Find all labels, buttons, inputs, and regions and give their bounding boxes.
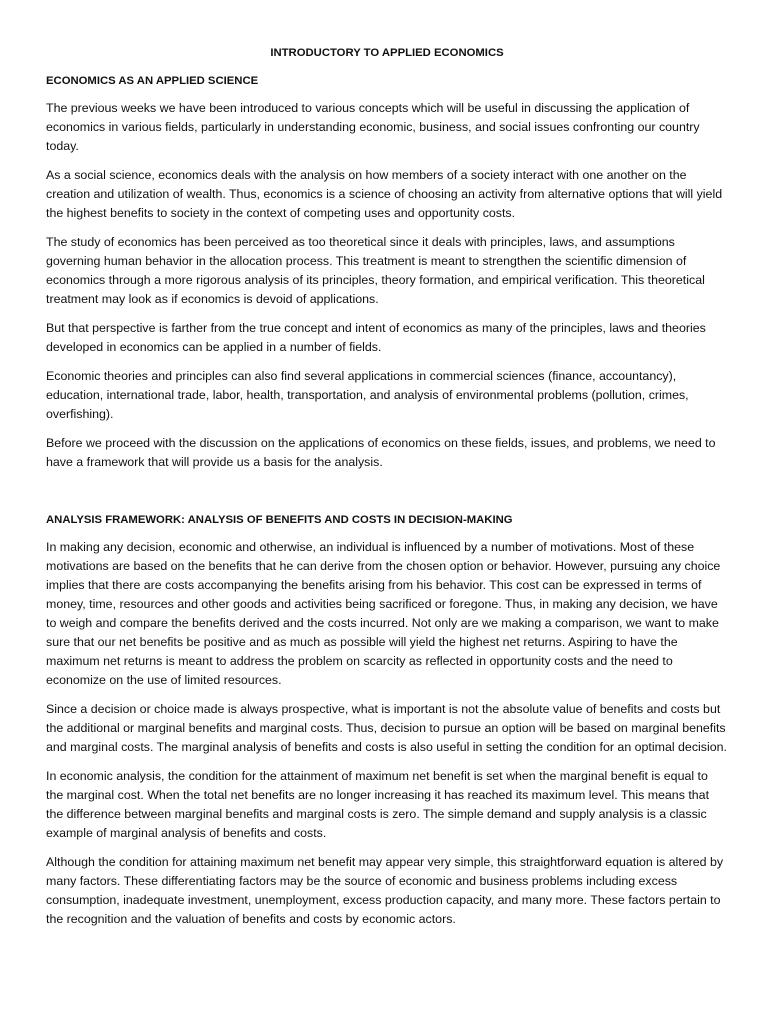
paragraph: In economic analysis, the condition for the attainment of maximum net benefit is set when the marginal benefit is equal to the marginal cost. When the total net benefits are no longer increasing it has reached its maximum level. This means that the difference between marginal benefits and marginal costs is zero. The simple demand and supply analysis is a classic example of marginal analysis of benefits and costs.: [46, 769, 710, 840]
paragraph: Economic theories and principles can also find several applications in commercial sciences (finance, accountancy), education, international trade, labor, health, transportation, and analysis of environmental problems (pollution, crimes, overfishing).: [46, 369, 689, 421]
section-heading: ECONOMICS AS AN APPLIED SCIENCE: [46, 75, 259, 87]
section-spacer: [46, 482, 728, 511]
paragraph: Although the condition for attaining maximum net benefit may appear very simple, this straightforward equation is altered by many factors. These differentiating factors may be the source of economic and business problems including excess consumption, inadequate investment, unemployment, excess production capacity, and many more. These factors pertain to the recognition and the valuation of benefits and costs by economic actors.: [46, 855, 724, 926]
section-analysis-framework: [46, 511, 728, 929]
paragraph: But that perspective is farther from the true concept and intent of economics as many of the principles, laws and theories developed in economics can be applied in a number of fields.: [46, 321, 706, 354]
section-applied-science: [46, 72, 728, 472]
paragraph: As a social science, economics deals with the analysis on how members of a society interact with one another on the creation and utilization of wealth. Thus, economics is a science of choosing an activity from alternative options that will yield the highest benefits to society in the context of competing uses and opportunity costs.: [46, 168, 723, 220]
paragraph: Since a decision or choice made is always prospective, what is important is not the absolute value of benefits and costs but the additional or marginal benefits and marginal costs. Thus, decision to pursue an option will be based on marginal benefits and marginal costs. The marginal analysis of benefits and costs is also useful in setting the condition for an optimal decision.: [46, 702, 727, 754]
paragraph: In making any decision, economic and otherwise, an individual is influenced by a number of motivations. Most of these motivations are based on the benefits that he can derive from the chosen option or behavior. However, pursuing any choice implies that there are costs accompanying the benefits arising from his behavior. This cost can be expressed in terms of money, time, resources and other goods and activities being sacrificed or foregone. Thus, in making any decision, we have to weigh and compare the benefits derived and the costs incurred. Not only are we making a comparison, we want to make sure that our net benefits be positive and as much as possible will yield the highest net returns. Aspiring to have the maximum net returns is meant to address the problem on scarcity as reflected in opportunity costs and the need to economize on the use of limited resources.: [46, 540, 721, 687]
paragraph: The study of economics has been perceived as too theoretical since it deals with principles, laws, and assumptions governing human behavior in the allocation process. This treatment is meant to strengthen the scientific dimension of economics through a more rigorous analysis of its principles, theory formation, and empirical verification. This theoretical treatment may look as if economics is devoid of applications.: [46, 235, 705, 306]
document-page: [46, 44, 728, 939]
section-heading: ANALYSIS FRAMEWORK: ANALYSIS OF BENEFITS AND COSTS IN DECISION-MAKING: [46, 514, 513, 526]
paragraph: Before we proceed with the discussion on the applications of economics on these fields, issues, and problems, we need to have a framework that will provide us a basis for the analysis.: [46, 436, 716, 469]
document-title: INTRODUCTORY TO APPLIED ECONOMICS: [270, 47, 504, 59]
paragraph: The previous weeks we have been introduced to various concepts which will be useful in discussing the application of economics in various fields, particularly in understanding economic, business, and social issues confronting our country today.: [46, 101, 700, 153]
